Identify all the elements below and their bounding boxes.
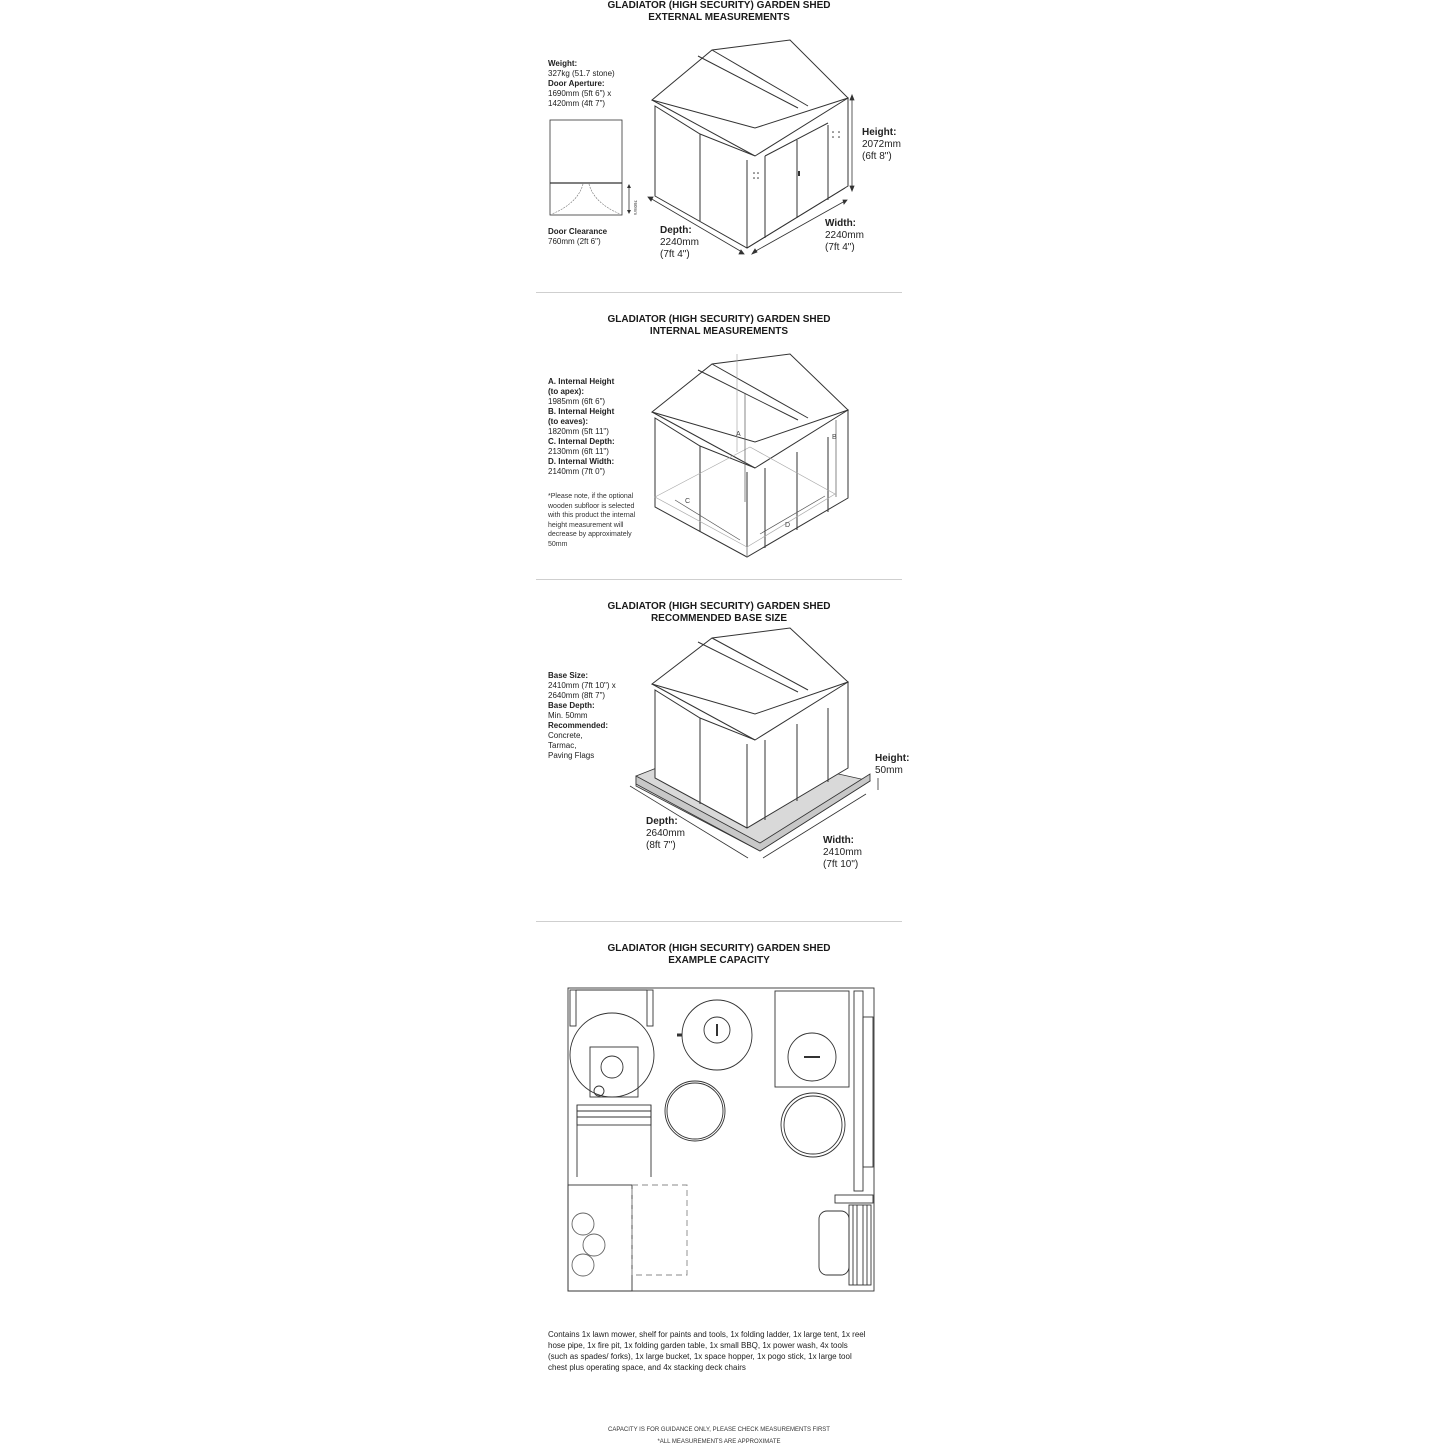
weight-value: 327kg (51.7 stone) xyxy=(548,69,615,78)
internal-shed-drawing xyxy=(640,352,870,562)
depth-ft: (7ft 4") xyxy=(660,249,690,260)
door-clearance-diagram xyxy=(548,118,638,218)
height-label: Height: xyxy=(862,127,897,138)
spec-value: 2140mm (7ft 0") xyxy=(548,467,606,476)
width-ft: (7ft 4") xyxy=(825,242,855,253)
external-title xyxy=(536,0,902,24)
title-line: GLADIATOR (HIGH SECURITY) GARDEN SHED xyxy=(607,0,831,11)
marker-d: D xyxy=(785,522,791,529)
base-width-dimension xyxy=(823,835,862,871)
recommended-value: Paving Flags xyxy=(548,751,595,760)
door-clearance-value: 760mm (2ft 6") xyxy=(548,237,601,246)
recommended-value: Concrete, xyxy=(548,731,583,740)
capacity-description: Contains 1x lawn mower, shelf for paints and tools, 1x folding ladder, 1x large tent, 1x reel hose pipe, 1x fire pit, 1x folding garden table, 1x small BBQ, 1x power wash, 4x tools (such as spades/ forks), 1x large bucket, 1x space hopper, 1x pogo stick, 1x large tool chest plus operating space, and 4x stacking deck chairs xyxy=(548,1330,866,1372)
spec-value: 1820mm (5ft 11") xyxy=(548,427,609,436)
section-divider xyxy=(536,579,902,580)
section-divider xyxy=(536,921,902,922)
subfloor-note: *Please note, if the optional wooden subfloor is selected with this product the internal height measurement will decrease by approximately 50mm xyxy=(548,493,636,548)
title-line: INTERNAL MEASUREMENTS xyxy=(649,326,789,337)
title-line: EXAMPLE CAPACITY xyxy=(668,955,770,966)
base-title xyxy=(536,601,902,625)
depth-mm: 2240mm xyxy=(660,237,699,248)
door-aperture-label: Door Aperture: xyxy=(548,79,605,88)
internal-title xyxy=(536,314,902,338)
spec-label: (to apex): xyxy=(548,387,584,396)
depth-label: Depth: xyxy=(646,816,678,827)
capacity-title xyxy=(536,943,902,967)
height-mm: 2072mm xyxy=(862,139,901,150)
title-line: GLADIATOR (HIGH SECURITY) GARDEN SHED xyxy=(607,601,831,612)
base-depth-dimension xyxy=(646,816,685,852)
recommended-value: Tarmac, xyxy=(548,741,577,750)
width-mm: 2410mm xyxy=(823,847,862,858)
height-ft: (6ft 8") xyxy=(862,151,892,162)
spec-label: A. Internal Height xyxy=(548,377,615,386)
external-specs xyxy=(548,59,615,109)
base-depth-label: Base Depth: xyxy=(548,701,595,710)
depth-ft: (8ft 7") xyxy=(646,840,676,851)
height-label: Height: xyxy=(875,753,910,764)
door-aperture-value: 1420mm (4ft 7") xyxy=(548,99,606,108)
marker-a: A xyxy=(736,431,741,438)
base-size-value: 2410mm (7ft 10") x xyxy=(548,681,616,690)
depth-label: Depth: xyxy=(660,225,692,236)
width-dimension xyxy=(825,218,864,254)
base-depth-value: Min. 50mm xyxy=(548,711,588,720)
spec-label: B. Internal Height xyxy=(548,407,615,416)
width-label: Width: xyxy=(825,218,857,229)
base-size-value: 2640mm (8ft 7") xyxy=(548,691,606,700)
width-mm: 2240mm xyxy=(825,230,864,241)
title-line: RECOMMENDED BASE SIZE xyxy=(650,613,788,624)
recommended-label: Recommended: xyxy=(548,721,609,730)
spec-value: 2130mm (6ft 11") xyxy=(548,447,609,456)
clearance-arrow-label: 760mm xyxy=(633,200,638,216)
door-aperture-value: 1690mm (5ft 6") x xyxy=(548,89,612,98)
spec-label: (to eaves): xyxy=(548,417,589,426)
weight-label: Weight: xyxy=(548,59,578,68)
width-ft: (7ft 10") xyxy=(823,859,859,870)
marker-c: C xyxy=(685,498,691,505)
spec-label: C. Internal Depth: xyxy=(548,437,615,446)
depth-dimension xyxy=(660,225,699,261)
spec-value: 1985mm (6ft 6") xyxy=(548,397,606,406)
base-height-dimension xyxy=(875,753,909,777)
footer-guidance: CAPACITY IS FOR GUIDANCE ONLY, PLEASE CHECK MEASUREMENTS FIRST xyxy=(608,1427,830,1433)
title-line: EXTERNAL MEASUREMENTS xyxy=(648,12,790,23)
marker-b: B xyxy=(832,434,837,441)
section-divider xyxy=(536,292,902,293)
depth-mm: 2640mm xyxy=(646,828,685,839)
base-specs xyxy=(548,671,616,761)
title-line: GLADIATOR (HIGH SECURITY) GARDEN SHED xyxy=(607,943,831,954)
spec-label: D. Internal Width: xyxy=(548,457,615,466)
title-line: GLADIATOR (HIGH SECURITY) GARDEN SHED xyxy=(607,314,831,325)
height-dimension xyxy=(862,127,901,163)
internal-specs xyxy=(548,377,615,477)
height-mm: 50mm xyxy=(875,765,903,776)
capacity-floorplan xyxy=(567,987,875,1292)
door-clearance xyxy=(548,227,607,247)
door-clearance-label: Door Clearance xyxy=(548,227,608,236)
footer-approximate: *ALL MEASUREMENTS ARE APPROXIMATE xyxy=(657,1439,781,1445)
width-label: Width: xyxy=(823,835,855,846)
base-size-label: Base Size: xyxy=(548,671,589,680)
